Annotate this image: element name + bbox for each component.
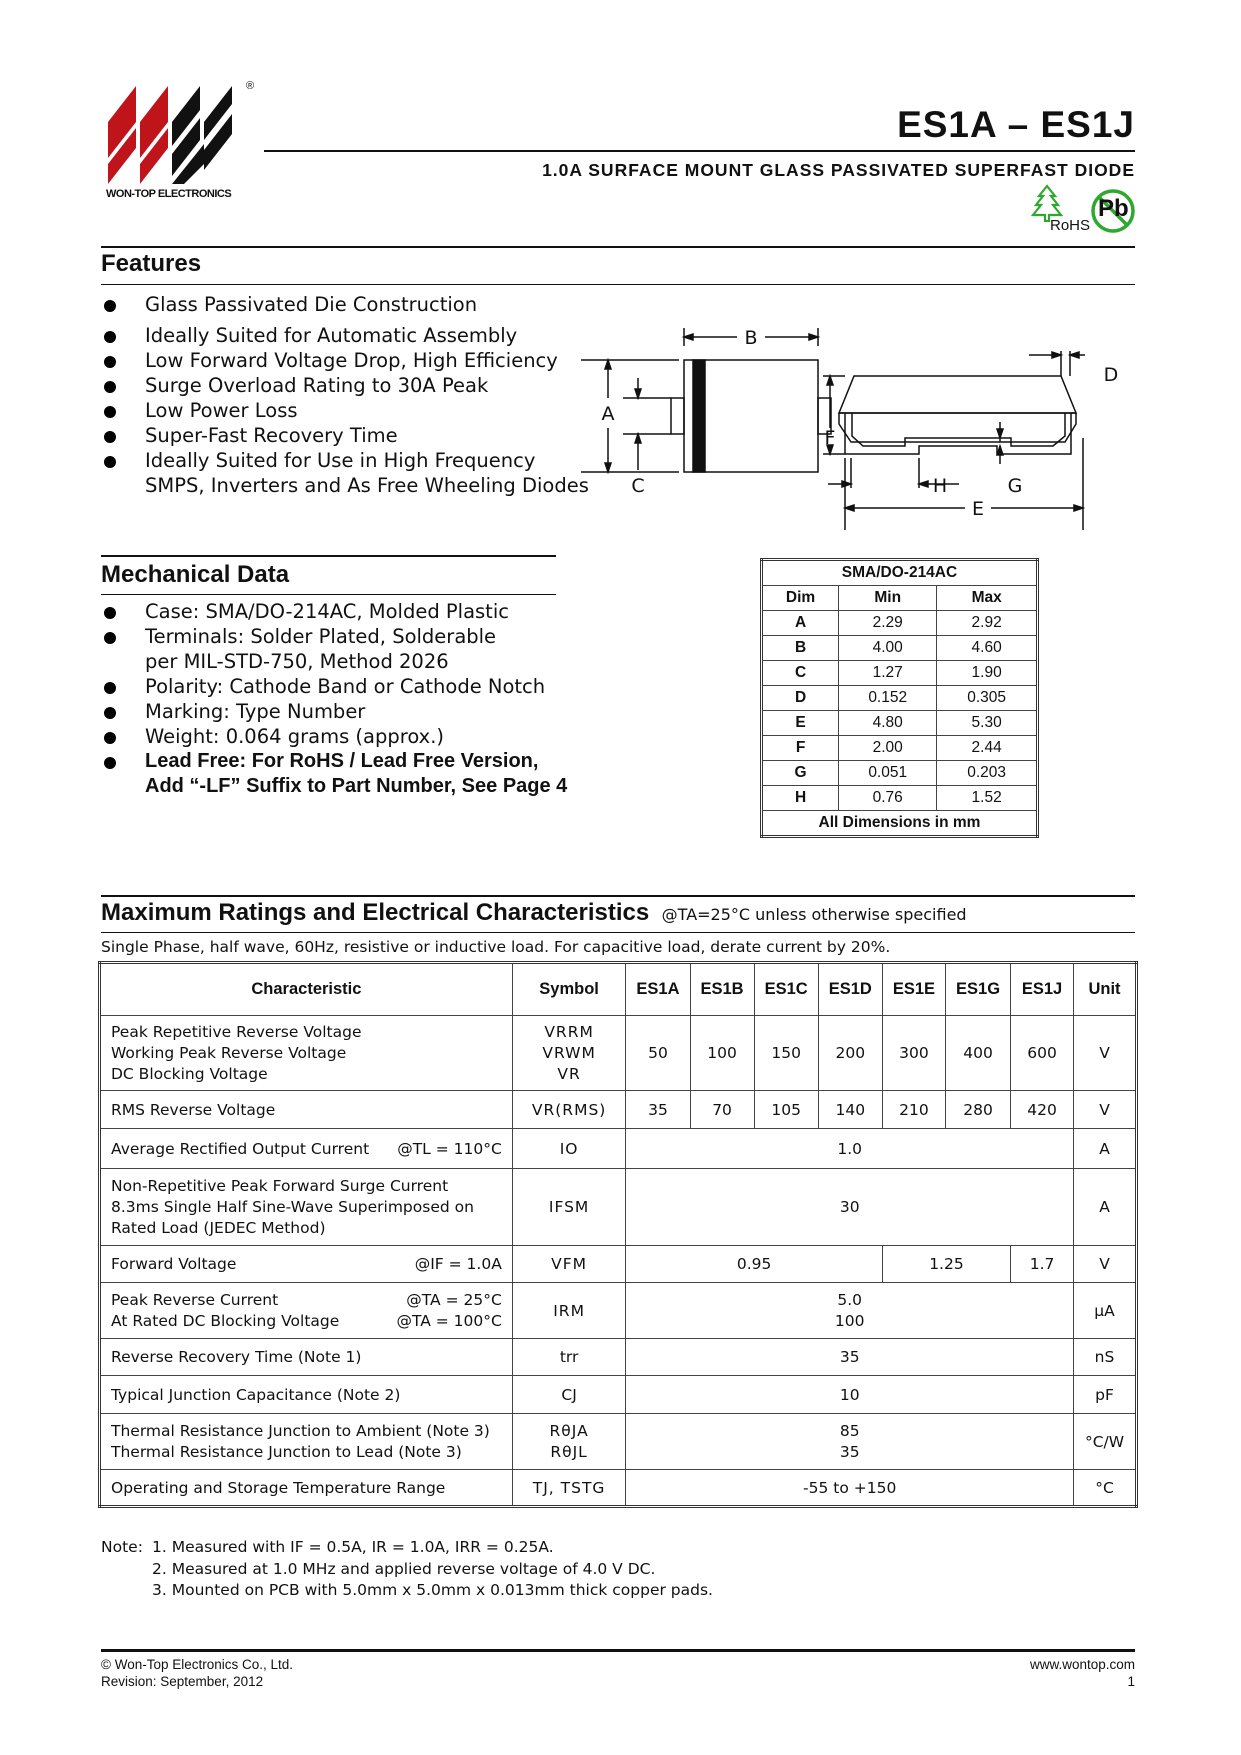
dim-table-footer: All Dimensions in mm [762, 811, 1038, 837]
dim-label-d: D [1103, 364, 1119, 386]
footer-rule [101, 1649, 1135, 1652]
dim-header: Dim [762, 586, 839, 611]
ratings-table [98, 961, 1138, 1508]
website-link[interactable]: www.wontop.com [1029, 1657, 1135, 1672]
part-header-es1g: ES1G [946, 963, 1011, 1016]
table-row: RMS Reverse Voltage VR(RMS) 35 70 105 140 210 280 420 V [100, 1091, 1137, 1129]
characteristic-header: Characteristic [100, 963, 513, 1016]
ratings-load-note: Single Phase, half wave, 60Hz, resistive or inductive load. For capacitive load, derate current by 20%. [101, 938, 891, 956]
table-row: Reverse Recovery Time (Note 1) trr 35 nS [100, 1339, 1137, 1376]
max-header: Max [937, 586, 1038, 611]
table-row: Forward Voltage @IF = 1.0A VFM 0.95 1.25 1.7 V [100, 1246, 1137, 1283]
part-header-es1d: ES1D [818, 963, 882, 1016]
part-header-es1j: ES1J [1011, 963, 1074, 1016]
features-title: Features [101, 250, 202, 277]
footer-right [1030, 1656, 1135, 1690]
list-item: Case: SMA/DO-214AC, Molded Plastic [101, 599, 661, 624]
table-row: A 2.29 2.92 [762, 611, 1038, 636]
copyright: © Won-Top Electronics Co., Ltd. [101, 1657, 294, 1672]
pb-free-icon [1090, 188, 1136, 234]
dim-label-b: B [744, 327, 758, 349]
notes [101, 1537, 713, 1602]
dim-table-title: SMA/DO-214AC [762, 560, 1038, 586]
dim-label-h: H [932, 475, 948, 497]
dim-label-f: F [824, 427, 836, 449]
list-item: Super-Fast Recovery Time [101, 423, 621, 448]
company-name: WON-TOP ELECTRONICS [106, 188, 232, 200]
page-number: 1 [1127, 1674, 1135, 1689]
notes-label: Note: [101, 1538, 143, 1556]
list-item: Lead Free: For RoHS / Lead Free Version, Add “-LF” Suffix to Part Number, See Page 4 [101, 749, 661, 799]
part-number: ES1A – ES1J [897, 104, 1135, 145]
note-1: 1. Measured with IF = 0.5A, IR = 1.0A, IRR = 0.25A. [152, 1538, 554, 1556]
list-item: Ideally Suited for Automatic Assembly [101, 323, 621, 348]
ratings-condition: @TA=25°C unless otherwise specified [661, 905, 967, 924]
mechanical-title-rule [101, 594, 556, 595]
table-row: Average Rectified Output Current @TL = 110°C IO 1.0 A [100, 1129, 1137, 1169]
part-header-es1e: ES1E [882, 963, 945, 1016]
list-item: Polarity: Cathode Band or Cathode Notch [101, 674, 661, 699]
subtitle: 1.0A SURFACE MOUNT GLASS PASSIVATED SUPERFAST DIODE [542, 160, 1135, 180]
ratings-title: Maximum Ratings and Electrical Characteristics [101, 899, 650, 926]
part-header-es1a: ES1A [626, 963, 690, 1016]
table-row: Peak Reverse Current @TA = 25°C At Rated DC Blocking Voltage @TA = 100°C IRM 5.0 100 µA [100, 1283, 1137, 1339]
dim-label-g: G [1007, 475, 1023, 497]
part-header-es1b: ES1B [690, 963, 754, 1016]
unit-header: Unit [1074, 963, 1137, 1016]
won-top-logo-icon [104, 80, 264, 204]
note-2: 2. Measured at 1.0 MHz and applied reverse voltage of 4.0 V DC. [152, 1559, 656, 1578]
table-row: Typical Junction Capacitance (Note 2) CJ 10 pF [100, 1376, 1137, 1414]
table-row: C 1.27 1.90 [762, 661, 1038, 686]
dim-label-c: C [631, 475, 645, 497]
list-item: Glass Passivated Die Construction [101, 292, 621, 317]
list-item: Marking: Type Number [101, 699, 661, 724]
note-3: 3. Mounted on PCB with 5.0mm x 5.0mm x 0.013mm thick copper pads. [152, 1581, 713, 1599]
dim-label-a: A [601, 403, 615, 425]
company-logo [104, 80, 264, 204]
revision: Revision: September, 2012 [101, 1674, 264, 1689]
min-header: Min [839, 586, 937, 611]
ratings-title-rule [101, 932, 1135, 933]
table-row: Operating and Storage Temperature Range TJ, TSTG -55 to +150 °C [100, 1470, 1137, 1507]
package-outline-diagram [575, 318, 1135, 538]
part-header-es1c: ES1C [754, 963, 818, 1016]
list-item: Weight: 0.064 grams (approx.) [101, 724, 661, 749]
features-list [101, 292, 621, 498]
table-row: B 4.00 4.60 [762, 636, 1038, 661]
dimension-table [760, 558, 1039, 838]
table-row: E 4.80 5.30 [762, 711, 1038, 736]
mechanical-title: Mechanical Data [101, 561, 290, 588]
list-item: Terminals: Solder Plated, Solderable per MIL-STD-750, Method 2026 [101, 624, 661, 674]
symbol-header: Symbol [512, 963, 626, 1016]
rohs-label: RoHS [1050, 217, 1091, 234]
features-title-rule [101, 284, 1135, 285]
ratings-top-rule [101, 895, 1135, 897]
mechanical-top-rule [101, 555, 556, 557]
dim-label-e: E [971, 498, 985, 520]
table-row: G 0.051 0.203 [762, 761, 1038, 786]
footer-left [101, 1656, 293, 1690]
table-row: F 2.00 2.44 [762, 736, 1038, 761]
features-top-rule [101, 246, 1135, 248]
table-row: Thermal Resistance Junction to Ambient (Note 3) Thermal Resistance Junction to Lead (Note 3) RθJA RθJL 85 35 °C/W [100, 1414, 1137, 1470]
rohs-badge [1030, 184, 1090, 238]
table-row: Peak Repetitive Reverse Voltage Working Peak Reverse Voltage DC Blocking Voltage VRRM VRWM VR 50 100 150 200 300 400 600 V [100, 1016, 1137, 1091]
pb-label: Pb [1098, 195, 1129, 222]
table-row: Non-Repetitive Peak Forward Surge Current 8.3ms Single Half Sine-Wave Superimposed on Rated Load (JEDEC Method) IFSM 30 A [100, 1169, 1137, 1246]
table-row: H 0.76 1.52 [762, 786, 1038, 811]
ratings-title-row [101, 899, 967, 927]
registered-mark: ® [246, 80, 255, 92]
table-row: D 0.152 0.305 [762, 686, 1038, 711]
package-drawing [575, 318, 1135, 538]
list-item: Surge Overload Rating to 30A Peak [101, 373, 621, 398]
header-rule [264, 150, 1135, 152]
list-item: Low Power Loss [101, 398, 621, 423]
mechanical-list [101, 599, 661, 799]
list-item: Ideally Suited for Use in High Frequency SMPS, Inverters and As Free Wheeling Diodes [101, 448, 621, 498]
list-item: Low Forward Voltage Drop, High Efficiency [101, 348, 621, 373]
